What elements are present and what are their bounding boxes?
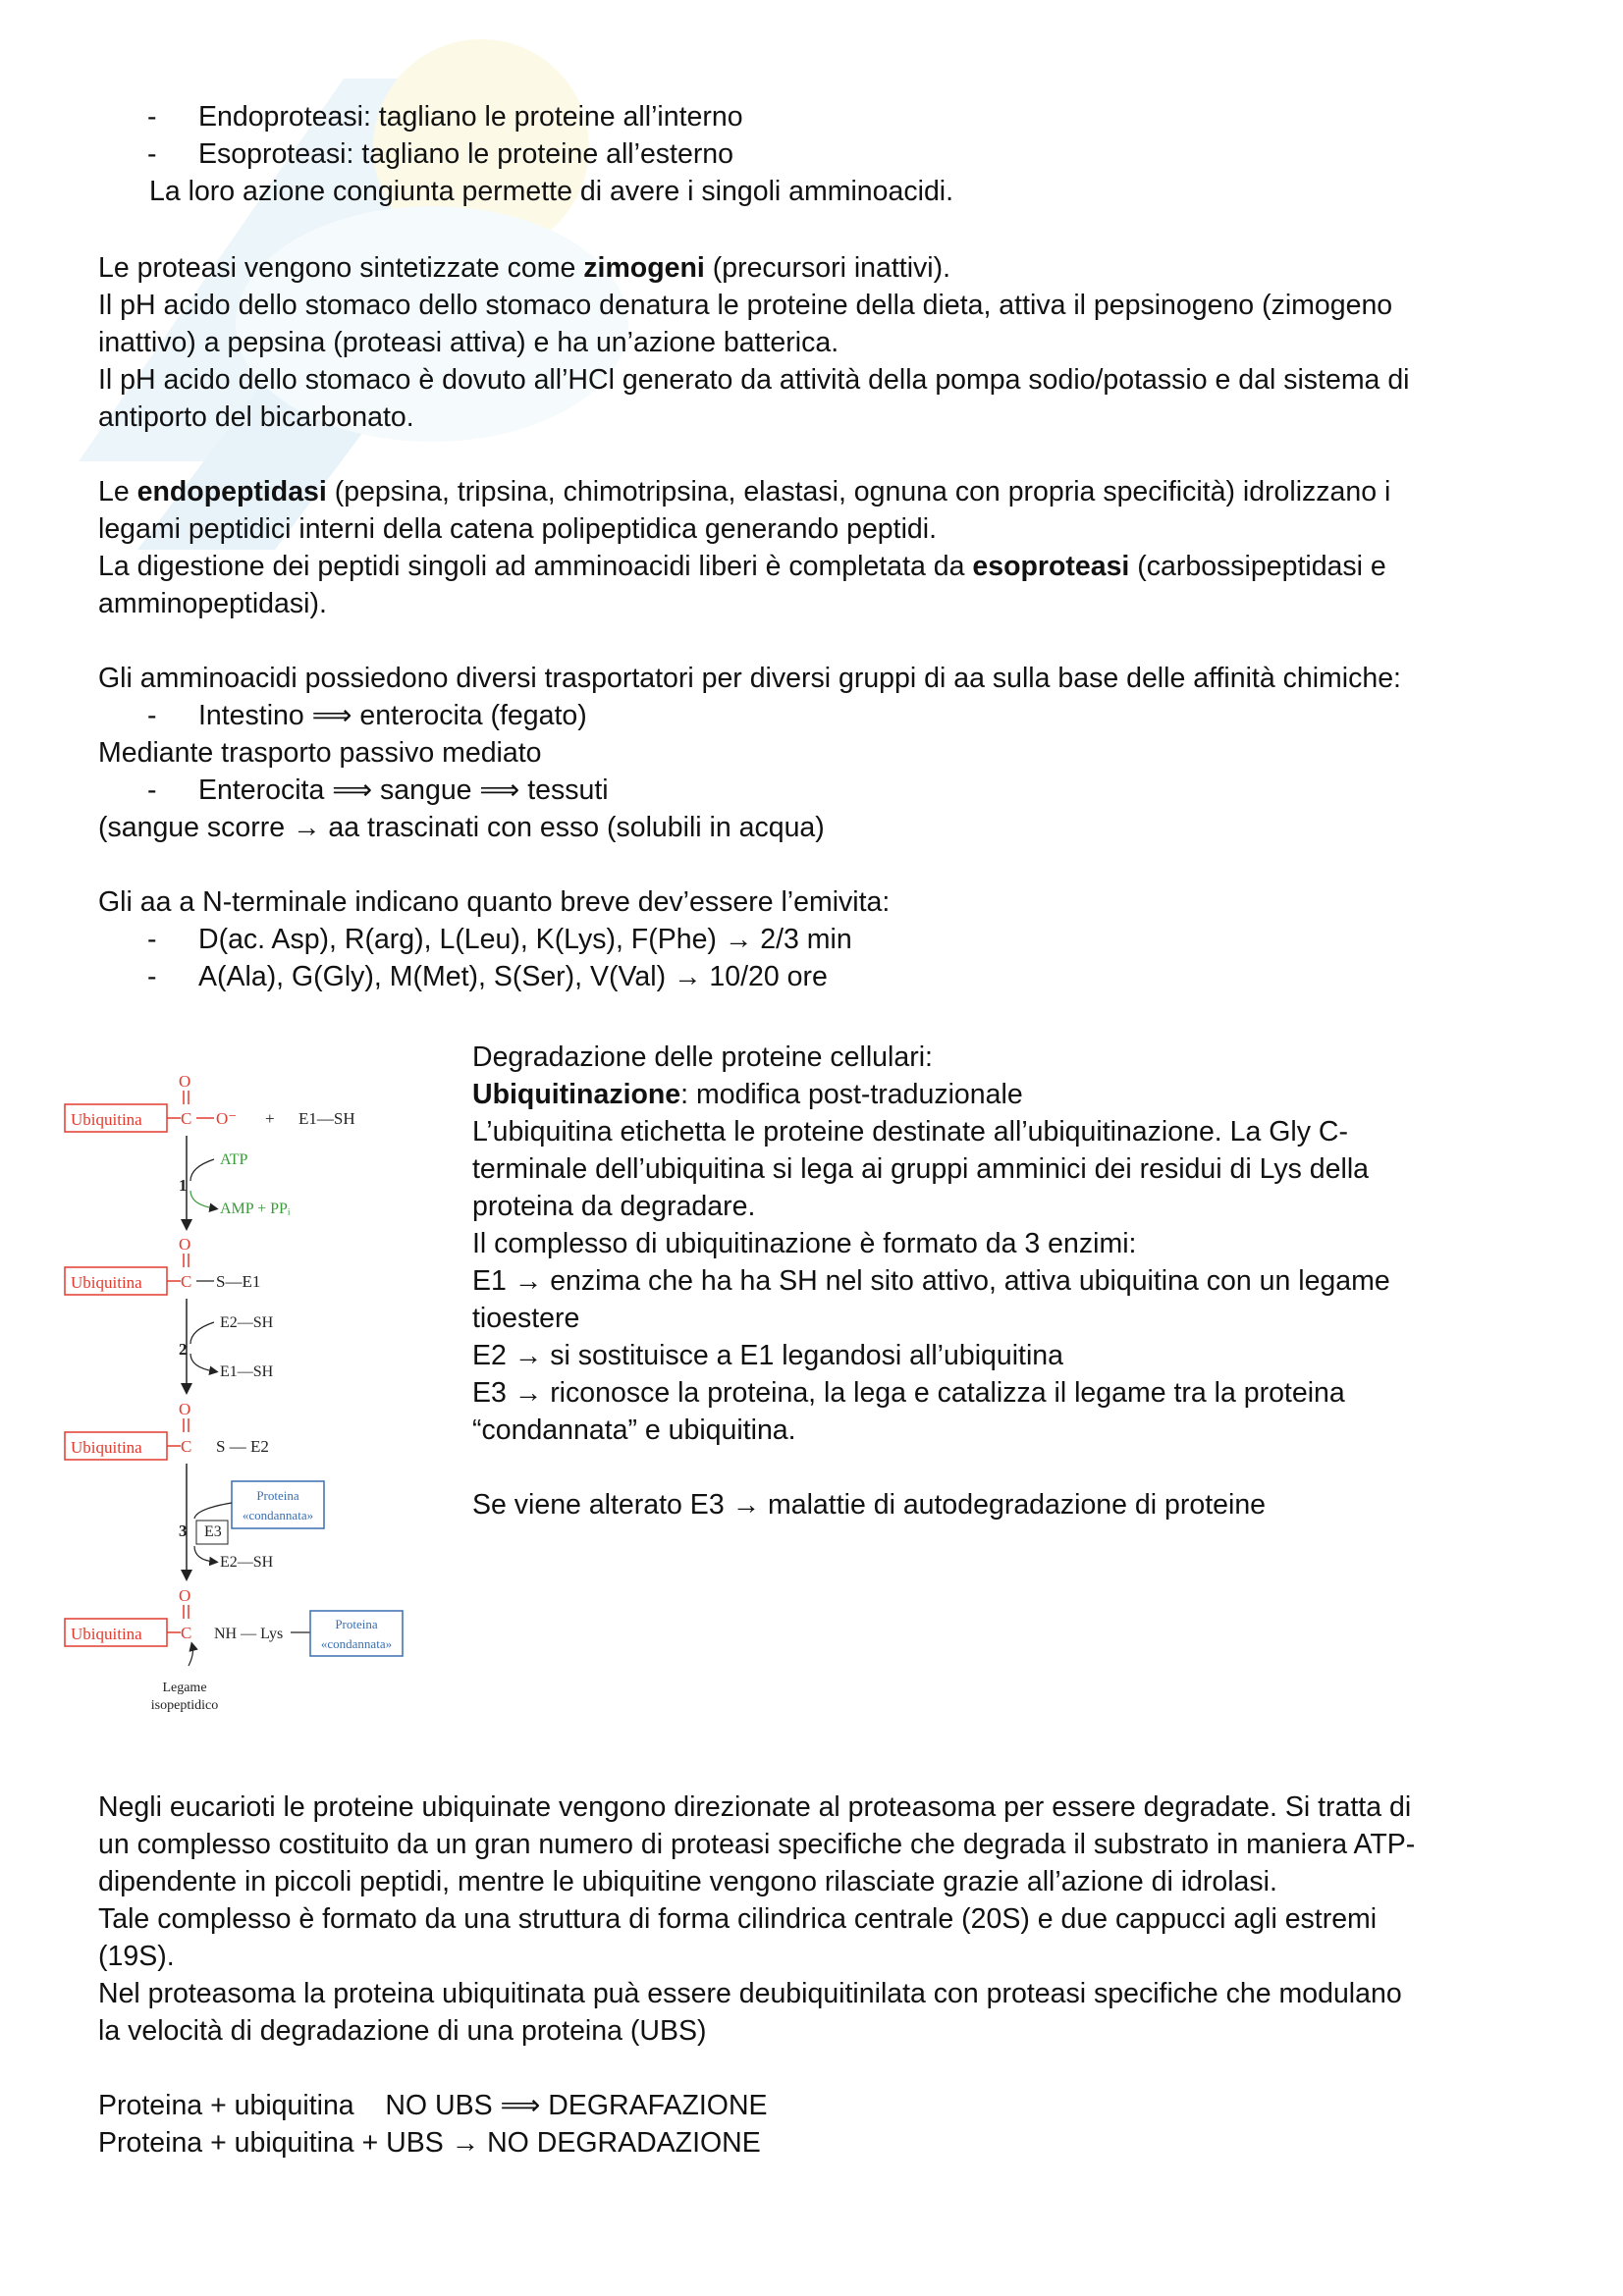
- list-item: - D(ac. Asp), R(arg), L(Leu), K(Lys), F(Phe) → 2/3 min: [147, 924, 852, 955]
- summary-section: [98, 2087, 1532, 2162]
- text-line: tioestere: [472, 1303, 580, 1334]
- oxide-label: O⁻: [216, 1109, 238, 1128]
- text-line: Tale complesso è formato da una struttura di forma cilindrica centrale (20S) e due cappucci agli estremi: [98, 1903, 1378, 1935]
- step-number: 2: [179, 1340, 188, 1359]
- e2sh-out-label: E2—SH: [220, 1554, 274, 1571]
- ubiquitin-label: Ubiquitina: [71, 1273, 142, 1292]
- text-line: Nel proteasoma la proteina ubiquitinata puà essere deubiquitinilata con proteasi specifiche che modulano: [98, 1978, 1402, 2009]
- text-line: Il pH acido dello stomaco dello stomaco denatura le proteine della dieta, attiva il pepsinogeno (zimogeno: [98, 290, 1393, 321]
- bold-term: Ubiquitinazione: [472, 1079, 681, 1110]
- text-line: Se viene alterato E3 → malattie di autodegradazione di proteine: [472, 1489, 1267, 1521]
- intro-section: [98, 98, 1532, 210]
- text-line: L’ubiquitina etichetta le proteine destinate all’ubiquitinazione. La Gly C-: [472, 1116, 1348, 1148]
- text-line: Il pH acido dello stomaco è dovuto all’HCl generato da attività della pompa sodio/potassio e dal sistema di: [98, 364, 1410, 396]
- plus-label: +: [265, 1109, 275, 1128]
- text-line: La digestione dei peptidi singoli ad amminoacidi liberi è completata da esoproteasi (carbossipeptidasi e: [98, 551, 1386, 582]
- protein-label: Proteina: [335, 1617, 378, 1631]
- isopeptide-label: NH — Lys: [214, 1626, 284, 1642]
- text-line: Mediante trasporto passivo mediato: [98, 737, 542, 769]
- list-item: - Enterocita ⟹ sangue ⟹ tessuti: [147, 774, 609, 806]
- list-item: - Esoproteasi: tagliano le proteine all’esterno: [147, 138, 734, 170]
- step-number: 1: [179, 1176, 188, 1195]
- carbon-label: C: [181, 1109, 192, 1128]
- text-line: amminopeptidasi).: [98, 588, 327, 619]
- condemned-label: «condannata»: [320, 1636, 393, 1651]
- bond-label: Legame: [162, 1681, 207, 1695]
- text-line: inattivo) a pepsina (proteasi attiva) e ha un’azione batterica.: [98, 327, 839, 358]
- text-line: legami peptidici interni della catena polipeptidica generando peptidi.: [98, 513, 937, 545]
- ubiquitin-label: Ubiquitina: [71, 1625, 142, 1643]
- section-heading: Degradazione delle proteine cellulari:: [472, 1041, 933, 1073]
- text-line: “condannata” e ubiquitina.: [472, 1415, 796, 1446]
- endopeptidase-section: [98, 473, 1532, 622]
- proteasome-section: [98, 1789, 1532, 2050]
- text-line: dipendente in piccoli peptidi, mentre le ubiquitine vengono rilasciate grazie all’azione di idrolasi.: [98, 1866, 1277, 1897]
- text-line: Negli eucarioti le proteine ubiquinate vengono direzionate al proteasoma per essere degradate. Si tratta di: [98, 1791, 1412, 1823]
- text-line: proteina da degradare.: [472, 1191, 756, 1222]
- text-line: Il complesso di ubiquitinazione è formato da 3 enzimi:: [472, 1228, 1137, 1259]
- e2sh-label: E2—SH: [220, 1314, 274, 1331]
- carbon-label: C: [181, 1272, 192, 1291]
- bold-term: endopeptidasi: [136, 476, 327, 507]
- bold-term: zimogeni: [583, 252, 705, 284]
- carbon-label: C: [181, 1624, 192, 1642]
- atp-label: ATP: [220, 1151, 248, 1168]
- oxygen-label: O: [179, 1235, 191, 1254]
- text-line: E2 → si sostituisce a E1 legandosi all’ubiquitina: [472, 1340, 1064, 1371]
- zymogen-section: [98, 249, 1532, 436]
- oxygen-label: O: [179, 1400, 191, 1418]
- thioester-e1-label: S—E1: [216, 1272, 261, 1291]
- ubiquitin-label: Ubiquitina: [71, 1438, 142, 1457]
- step-number: 3: [179, 1522, 188, 1540]
- list-item: - A(Ala), G(Gly), M(Met), S(Ser), V(Val) → 10/20 ore: [147, 961, 828, 992]
- bold-term: esoproteasi: [972, 551, 1130, 582]
- thioester-e2-label: S — E2: [216, 1437, 269, 1456]
- ubiquitin-label: Ubiquitina: [71, 1110, 142, 1129]
- text-line: la velocità di degradazione di una proteina (UBS): [98, 2015, 707, 2047]
- amp-label: AMP + PPᵢ: [220, 1201, 291, 1217]
- text-line: antiporto del bicarbonato.: [98, 401, 414, 433]
- text-line: Proteina + ubiquitina + UBS → NO DEGRADAZIONE: [98, 2127, 761, 2159]
- text-line: un complesso costituito da un gran numero di proteasi specifiche che degrada il substrato in maniera ATP-: [98, 1829, 1416, 1860]
- bond-type-label: isopeptidico: [150, 1698, 219, 1713]
- text-line: terminale dell’ubiquitina si lega ai gruppi amminici dei residui di Lys della: [472, 1153, 1370, 1185]
- text-line: (sangue scorre → aa trascinati con esso (solubili in acqua): [98, 812, 825, 843]
- bullet-text: Endoproteasi: tagliano le proteine all’interno: [198, 101, 743, 133]
- transport-section: [98, 660, 1532, 846]
- list-item: - Endoproteasi: tagliano le proteine all’interno: [147, 101, 743, 133]
- nterminal-section: [98, 883, 1532, 995]
- text-line: E3 → riconosce la proteina, la lega e catalizza il legame tra la proteina: [472, 1377, 1345, 1409]
- text-line: Gli aa a N-terminale indicano quanto breve dev’essere l’emivita:: [98, 886, 891, 918]
- e3-label: E3: [204, 1523, 222, 1540]
- e1sh-out-label: E1—SH: [220, 1363, 274, 1380]
- text-line: (19S).: [98, 1941, 175, 1972]
- list-item: - Intestino ⟹ enterocita (fegato): [147, 700, 587, 731]
- text-line: Le endopeptidasi (pepsina, tripsina, chimotripsina, elastasi, ognuna con propria specificità) idrolizzano i: [98, 476, 1391, 507]
- carbon-label: C: [181, 1437, 192, 1456]
- zymogen-line: Le proteasi vengono sintetizzate come zimogeni (precursori inattivi).: [98, 252, 951, 284]
- oxygen-label: O: [179, 1072, 191, 1091]
- e1sh-label: E1—SH: [298, 1109, 355, 1128]
- oxygen-label: O: [179, 1586, 191, 1605]
- intro-tail: La loro azione congiunta permette di avere i singoli amminoacidi.: [149, 176, 954, 207]
- text-line: E1 → enzima che ha ha SH nel sito attivo, attiva ubiquitina con un legame: [472, 1265, 1390, 1297]
- ubiquitination-diagram: [59, 1065, 432, 1733]
- bullet-text: Esoproteasi: tagliano le proteine all’esterno: [198, 138, 734, 170]
- text-line: Ubiquitinazione: modifica post-traduzionale: [472, 1079, 1023, 1110]
- text-line: Gli amminoacidi possiedono diversi trasportatori per diversi gruppi di aa sulla base delle affinità chimiche:: [98, 663, 1401, 694]
- condemned-label: «condannata»: [242, 1508, 314, 1522]
- text-line: Proteina + ubiquitina NO UBS ⟹ DEGRAFAZIONE: [98, 2090, 768, 2121]
- protein-label: Proteina: [256, 1488, 299, 1503]
- ubiquitination-section: [472, 1039, 1542, 1523]
